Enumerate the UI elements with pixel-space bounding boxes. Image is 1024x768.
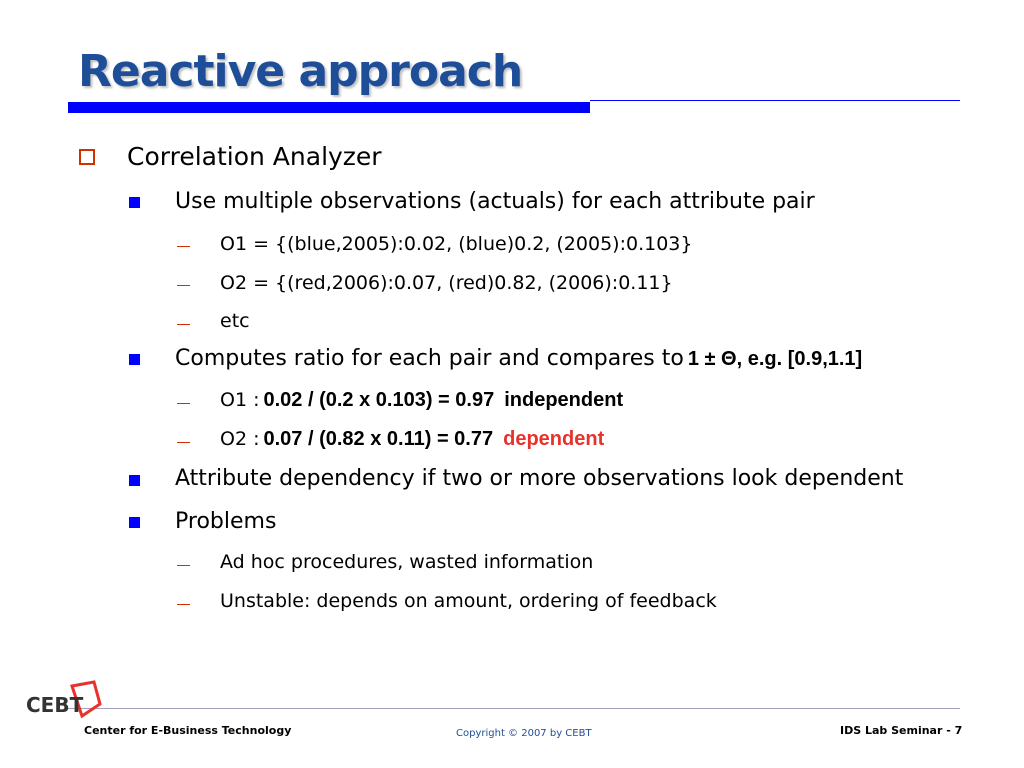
- bullet-correlation-analyzer: Correlation Analyzer: [127, 142, 382, 171]
- observation-etc: etc: [220, 310, 250, 332]
- slide-title: Reactive approach: [78, 46, 523, 97]
- square-bullet-icon: [129, 517, 140, 528]
- logo-text: CEBT: [26, 693, 84, 717]
- ratio-o1-result: independent: [504, 389, 624, 411]
- dash-bullet-icon: [177, 442, 190, 443]
- ratio-o2: [220, 428, 604, 451]
- ratio-o2-result: dependent: [503, 428, 605, 450]
- title-underline-thin: [590, 100, 960, 101]
- ratio-o1: [220, 389, 623, 412]
- dash-bullet-icon: [177, 285, 190, 286]
- problem-ad-hoc: Ad hoc procedures, wasted information: [220, 551, 594, 573]
- observation-o2: O2 = {(red,2006):0.07, (red)0.82, (2006):0.11}: [220, 272, 673, 294]
- square-bullet-icon: [129, 475, 140, 486]
- title-underline-thick: [68, 102, 590, 113]
- dash-bullet-icon: [177, 604, 190, 605]
- bullet-problems: Problems: [175, 509, 277, 534]
- dash-bullet-icon: [177, 246, 190, 247]
- footer-divider: [68, 708, 960, 709]
- ratio-formula: 1 ± Θ, e.g. [0.9,1.1]: [687, 348, 863, 370]
- ratio-o1-calc: 0.02 / (0.2 x 0.103) = 0.97: [263, 389, 495, 411]
- observation-o1: O1 = {(blue,2005):0.02, (blue)0.2, (2005):0.103}: [220, 233, 693, 255]
- square-bullet-icon: [129, 197, 140, 208]
- footer-organization: Center for E-Business Technology: [84, 724, 292, 737]
- bullet-computes-ratio: [175, 346, 862, 371]
- footer-slide-number: IDS Lab Seminar - 7: [840, 724, 963, 737]
- dash-bullet-icon: [177, 324, 190, 325]
- bullet-multiple-observations: Use multiple observations (actuals) for each attribute pair: [175, 189, 815, 214]
- cebt-logo: [24, 680, 104, 724]
- bullet-attribute-dependency: Attribute dependency if two or more observations look dependent: [175, 466, 904, 491]
- problem-unstable: Unstable: depends on amount, ordering of feedback: [220, 590, 717, 612]
- ratio-o2-label: O2 :: [220, 428, 260, 450]
- dash-bullet-icon: [177, 565, 190, 566]
- dash-bullet-icon: [177, 403, 190, 404]
- hollow-square-bullet-icon: [79, 149, 95, 165]
- ratio-o2-calc: 0.07 / (0.82 x 0.11) = 0.77: [263, 428, 494, 450]
- square-bullet-icon: [129, 354, 140, 365]
- ratio-o1-label: O1 :: [220, 389, 260, 411]
- footer-copyright: Copyright © 2007 by CEBT: [456, 728, 592, 739]
- ratio-text: Computes ratio for each pair and compares to: [175, 346, 684, 371]
